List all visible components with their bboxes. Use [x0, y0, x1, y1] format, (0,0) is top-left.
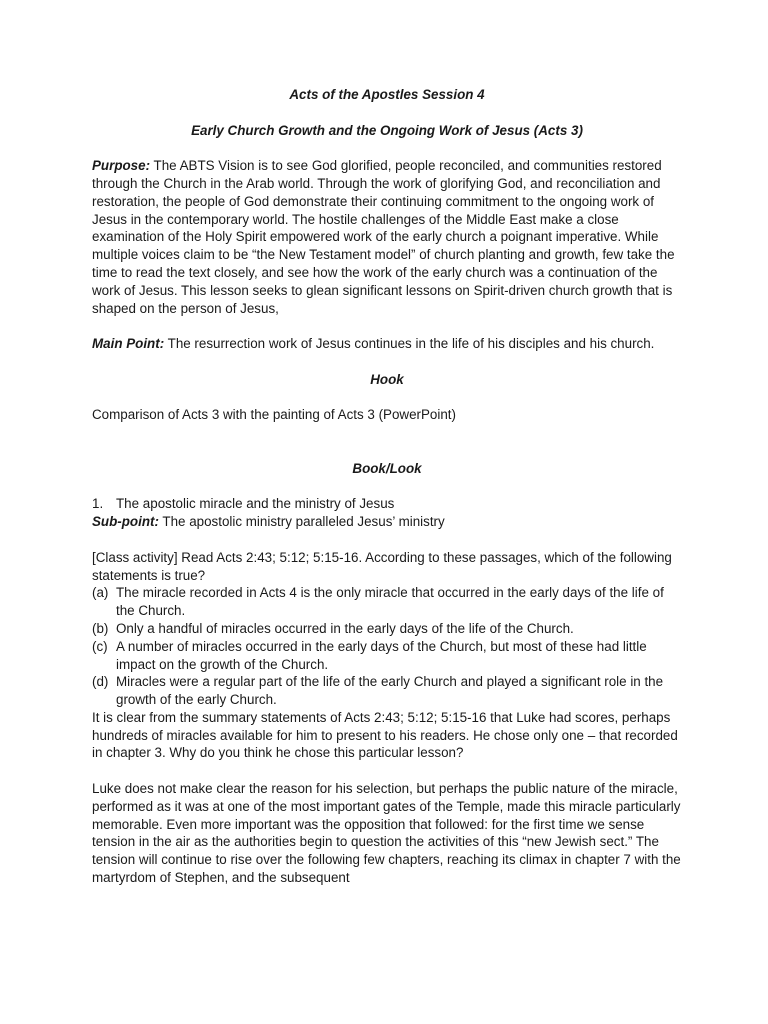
activity-paragraph: [Class activity] Read Acts 2:43; 5:12; 5:15-16. According to these passages, which of the following statements is true?: [92, 549, 672, 583]
document-title: Acts of the Apostles Session 4: [289, 87, 485, 102]
options-list: [92, 584, 682, 709]
subpoint-text: The apostolic ministry paralleled Jesus’ ministry: [158, 514, 445, 530]
purpose-paragraph: [92, 157, 682, 317]
option-marker: (a): [92, 585, 109, 601]
main-point-label: Main Point:: [92, 336, 165, 352]
option-d: [92, 673, 682, 709]
book-look-heading: Book/Look: [352, 460, 422, 476]
option-c: [92, 638, 682, 674]
subpoint-label: Sub-point:: [92, 514, 159, 530]
option-text: The miracle recorded in Acts 4 is the only miracle that occurred in the early days of the life of the Church.: [116, 585, 664, 619]
option-text: Miracles were a regular part of the life of the early Church and played a significant role in the growth of the early Church.: [116, 674, 664, 708]
purpose-label: Purpose:: [92, 158, 151, 174]
option-marker: (b): [92, 620, 109, 636]
point-1-text: The apostolic miracle and the ministry of Jesus: [116, 496, 395, 512]
option-text: A number of miracles occurred in the early days of the Church, but most of these had little impact on the growth of the Church.: [116, 638, 647, 672]
point-1-marker: 1.: [92, 496, 104, 512]
option-b: [92, 620, 682, 638]
purpose-text: The ABTS Vision is to see God glorified, people reconciled, and communities restored through the Church in the Arab world. Through the work of glorifying God, and reconciliation and restoration, the people of God demonstrate their continuing commitment to the ongoing work of Jesus in the contemporary world. The hostile challenges of the Middle East make a close examination of the Holy Spirit empowered work of the early church a poignant imperative. While multiple voices claim to be “the New Testament model” of church planting and growth, few take the time to read the text closely, and see how the work of the early church was a continuation of the work of Jesus. This lesson seeks to glean significant lessons on Spirit-driven church growth that is shaped on the person of Jesus,: [92, 158, 675, 316]
option-a: [92, 584, 682, 620]
main-point-text: The resurrection work of Jesus continues in the life of his disciples and his church.: [164, 336, 655, 352]
main-point-paragraph: [92, 335, 682, 353]
option-marker: (d): [92, 674, 109, 690]
hook-text: Comparison of Acts 3 with the painting of Acts 3 (PowerPoint): [92, 407, 456, 423]
hook-heading: Hook: [370, 371, 404, 387]
closing-paragraph: Luke does not make clear the reason for his selection, but perhaps the public nature of the miracle, performed as it was at one of the most important gates of the Temple, made this miracle particularly memorable. Even more important was the opposition that followed: for the first time we sense tension in the air as the authorities begin to question the activities of this “new Jewish sect.” The tension will continue to rise over the following few chapters, reaching its climax in chapter 7 with the martyrdom of Stephen, and the subsequent: [92, 781, 681, 886]
summary-paragraph: It is clear from the summary statements of Acts 2:43; 5:12; 5:15-16 that Luke had scores, perhaps hundreds of miracles available for him to present to his readers. He chose only one – that recorded in chapter 3. Why do you think he chose this particular lesson?: [92, 709, 678, 761]
point-1: [92, 495, 682, 513]
option-text: Only a handful of miracles occurred in the early days of the life of the Church.: [116, 620, 574, 636]
subpoint-paragraph: [92, 513, 682, 531]
option-marker: (c): [92, 638, 108, 654]
document-subtitle: Early Church Growth and the Ongoing Work of Jesus (Acts 3): [191, 122, 583, 138]
document-page: [92, 86, 682, 887]
